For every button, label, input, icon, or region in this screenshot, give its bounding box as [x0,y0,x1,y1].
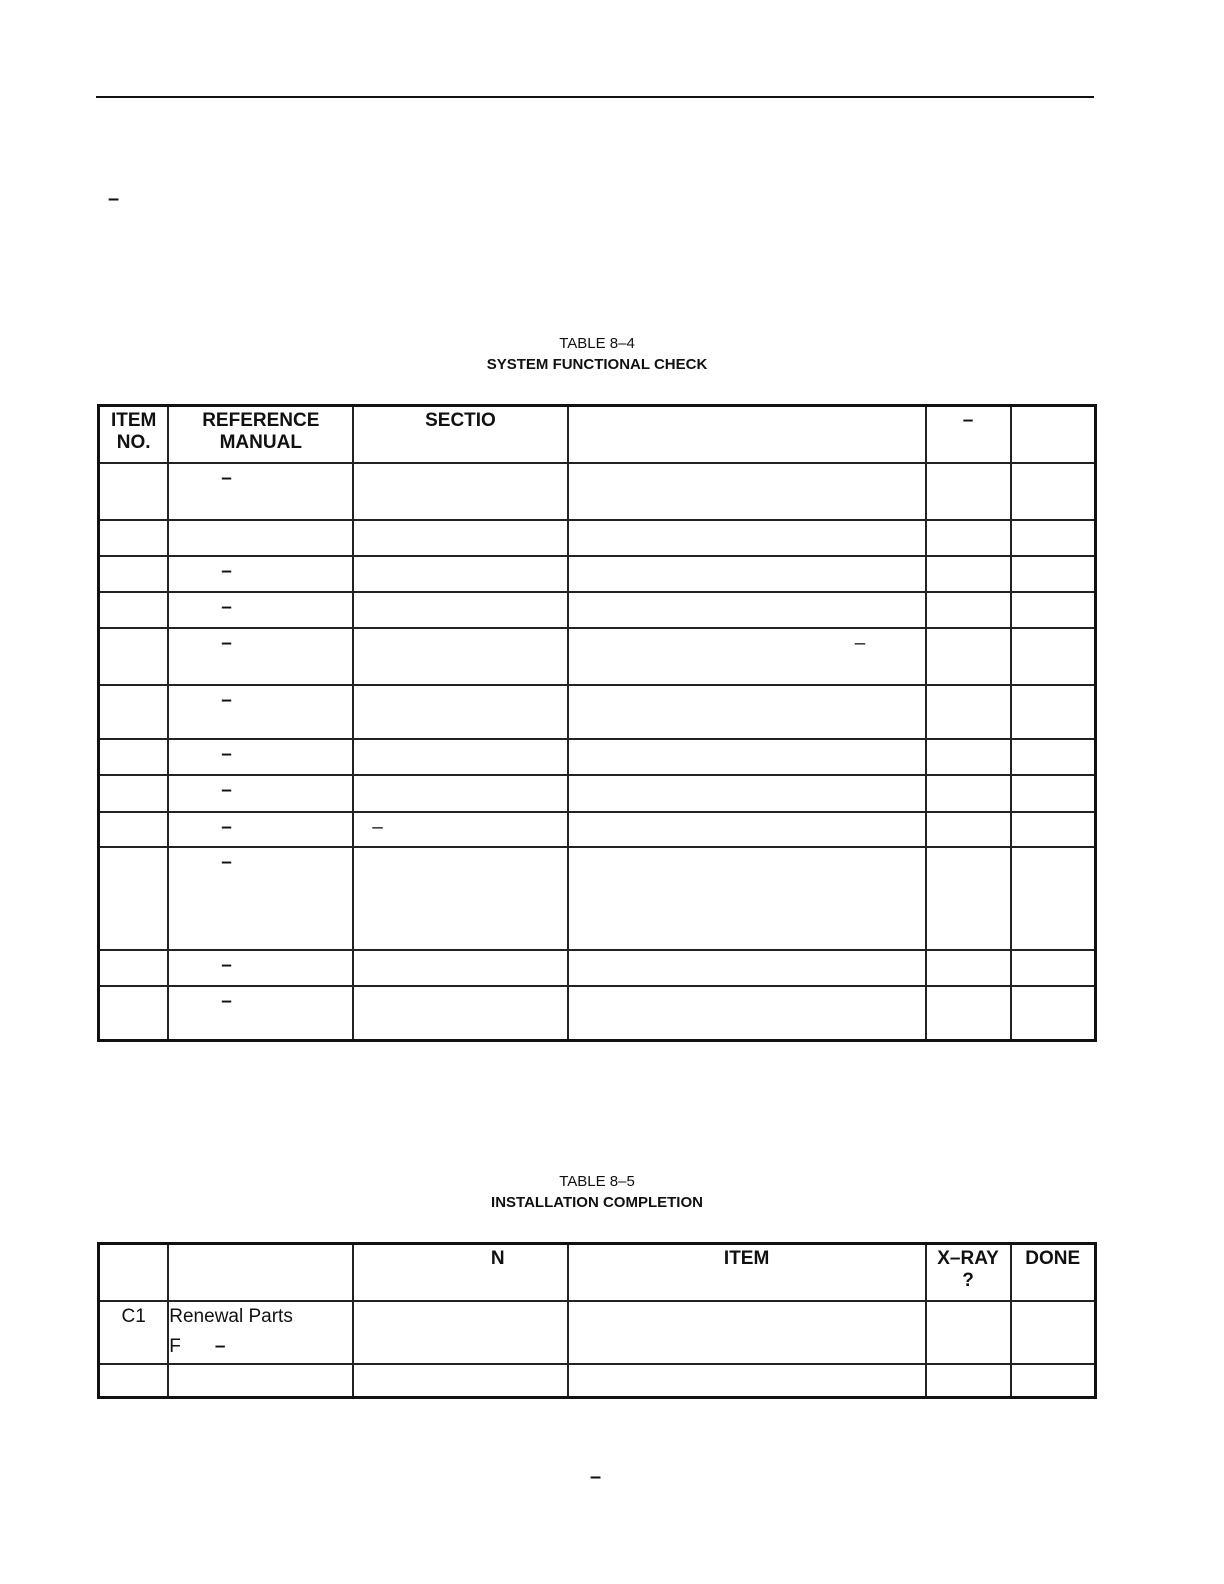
reference-letter: F [169,1335,181,1357]
table-header-row [99,1244,1096,1301]
reference-line-2 [169,1336,352,1358]
ref-dash: – [221,689,232,711]
table-row [99,628,1096,685]
header-section: SECTIO [353,406,567,463]
table-row [99,812,1096,847]
header-item-no [99,1244,169,1301]
ref-dash: – [221,596,232,618]
ref-dash: – [221,954,232,976]
table-8-5-caption [0,1171,1194,1213]
reference-title: Renewal Parts [169,1305,293,1327]
table-8-4-caption [0,333,1194,375]
table-row [99,463,1096,520]
header-reference-manual [168,1244,353,1301]
section-dash: – [372,816,383,838]
table-8-5-title: INSTALLATION COMPLETION [491,1194,703,1211]
ref-dash: – [221,851,232,873]
table-8-5-number: TABLE 8–5 [559,1173,635,1190]
header-xray: – [926,406,1011,463]
top-left-dash: – [108,188,120,210]
ref-dash: – [221,779,232,801]
table-row [99,986,1096,1041]
header-xray: X–RAY ? [926,1244,1011,1301]
header-section: N [353,1244,567,1301]
table-8-4-number: TABLE 8–4 [559,335,635,352]
header-done [1011,406,1096,463]
header-reference-manual: REFERENCE MANUAL [168,406,353,463]
reference-cell [168,1301,353,1364]
table-row [99,1364,1096,1398]
table-row [99,556,1096,592]
desc-dash: – [854,632,866,654]
ref-dash: – [221,467,232,489]
header-done: DONE [1011,1244,1096,1301]
header-item-no: ITEM NO. [99,406,169,463]
ref-dash: – [221,816,232,838]
ref-dash: – [221,990,232,1012]
ref-dash: – [221,632,232,654]
footer-dash: – [590,1466,602,1488]
table-row [99,592,1096,628]
table-row [99,950,1096,986]
table-row [99,847,1096,950]
table-8-4-title: SYSTEM FUNCTIONAL CHECK [486,356,708,373]
header-rule [96,96,1094,98]
reference-dash: – [214,1335,226,1357]
installation-completion-table [97,1242,1097,1399]
table-row [99,1301,1096,1364]
table-row [99,739,1096,775]
item-number: C1 [99,1301,169,1364]
system-functional-check-table [97,404,1097,1042]
ref-dash: – [221,743,232,765]
table-header-row [99,406,1096,463]
table-row [99,685,1096,739]
table-row [99,775,1096,812]
ref-dash: – [221,560,232,582]
header-item: ITEM [568,1244,926,1301]
header-description [568,406,926,463]
table-row [99,520,1096,556]
